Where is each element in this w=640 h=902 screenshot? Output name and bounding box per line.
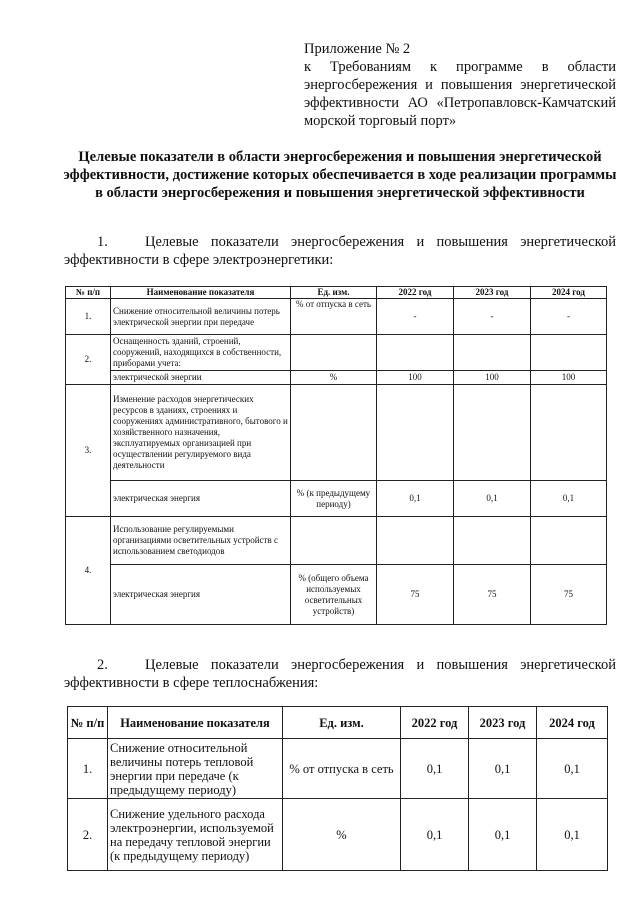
- header-unit: Ед. изм.: [291, 287, 377, 299]
- table-header-row: [68, 707, 608, 739]
- table-row: [66, 385, 607, 481]
- row-name: Использование регулируемыми организациями осветительных устройств с использованием светодиодов: [111, 517, 291, 565]
- header-2024: 2024 год: [531, 287, 607, 299]
- row-2023: 0,1: [469, 799, 537, 871]
- header-name: Наименование показателя: [108, 707, 283, 739]
- header-2024: 2024 год: [537, 707, 608, 739]
- row-2023: -: [454, 299, 531, 335]
- row-2024: 0,1: [531, 481, 607, 517]
- row-unit: %: [291, 371, 377, 385]
- row-2024: 75: [531, 565, 607, 625]
- table-row: [66, 481, 607, 517]
- row-2022: 0,1: [401, 739, 469, 799]
- section-1-text: Целевые показатели энергосбережения и повышения энергетической эффективности в сфере электроэнергетики:: [64, 234, 616, 268]
- section-2-text: Целевые показатели энергосбережения и повышения энергетической эффективности в сфере теплоснабжения:: [64, 657, 616, 691]
- row-num: 1.: [66, 299, 111, 335]
- document-title: Целевые показатели в области энергосбережения и повышения энергетической эффективности, достижение которых обеспечивается в ходе реализации программы в области энергосбережения и повышения энергетической эффективности: [63, 149, 617, 201]
- section-1-number: 1.: [97, 234, 108, 250]
- row-2023: 100: [454, 371, 531, 385]
- row-num: 2.: [66, 335, 111, 385]
- electricity-targets-table: [65, 286, 607, 625]
- table-row: [66, 335, 607, 371]
- section-1-heading: [64, 233, 616, 269]
- row-sub: электрическая энергия: [111, 481, 291, 517]
- row-sub: электрическая энергия: [111, 565, 291, 625]
- row-name: Изменение расходов энергетических ресурсов в зданиях, строениях и сооружениях административного, бытового и хозяйственного назначения, эксплуатируемых организацией при осуществлении регулируемого вида деятельности: [111, 385, 291, 481]
- row-2024: 100: [531, 371, 607, 385]
- table-header-row: [66, 287, 607, 299]
- row-2022: 100: [377, 371, 454, 385]
- header-name: Наименование показателя: [111, 287, 291, 299]
- header-num: № п/п: [68, 707, 108, 739]
- row-2022: -: [377, 299, 454, 335]
- section-2-number: 2.: [97, 657, 108, 673]
- table-row: [66, 299, 607, 335]
- table-row: [66, 565, 607, 625]
- appendix-title: Приложение № 2: [304, 41, 411, 57]
- row-num: 3.: [66, 385, 111, 517]
- row-num: 2.: [68, 799, 108, 871]
- header-2022: 2022 год: [401, 707, 469, 739]
- header-unit: Ед. изм.: [283, 707, 401, 739]
- row-name: Снижение относительной величины потерь электрической энергии при передаче: [111, 299, 291, 335]
- appendix-header: [304, 40, 616, 130]
- row-2022: 75: [377, 565, 454, 625]
- section-2-heading: [64, 656, 616, 692]
- row-name: Снижение относительной величины потерь тепловой энергии при передаче (к предыдущему периоду): [108, 739, 283, 799]
- row-num: 4.: [66, 517, 111, 625]
- row-unit: % (общего объема используемых осветительных устройств): [291, 565, 377, 625]
- row-2023: 0,1: [469, 739, 537, 799]
- table-row: [68, 799, 608, 871]
- row-unit: %: [283, 799, 401, 871]
- row-2024: -: [531, 299, 607, 335]
- row-sub: электрической энергии: [111, 371, 291, 385]
- row-2023: 75: [454, 565, 531, 625]
- row-num: 1.: [68, 739, 108, 799]
- row-name: Снижение удельного расхода электроэнергии, используемой на передачу тепловой энергии (к предыдущему периоду): [108, 799, 283, 871]
- table-row: [68, 739, 608, 799]
- table-row: [66, 517, 607, 565]
- row-2022: 0,1: [377, 481, 454, 517]
- row-unit: % от отпуска в сеть: [291, 299, 377, 335]
- row-2022: 0,1: [401, 799, 469, 871]
- table-row: [66, 371, 607, 385]
- row-2023: 0,1: [454, 481, 531, 517]
- header-2023: 2023 год: [469, 707, 537, 739]
- header-num: № п/п: [66, 287, 111, 299]
- appendix-text: к Требованиям к программе в области энергосбережения и повышения энергетической эффективности АО «Петропавловск-Камчатский морской торговый порт»: [304, 59, 616, 129]
- row-2024: 0,1: [537, 799, 608, 871]
- heat-targets-table: [67, 706, 608, 871]
- row-name: Оснащенность зданий, строений, сооружений, находящихся в собственности, приборами учета:: [111, 335, 291, 371]
- row-unit: % (к предыдущему периоду): [291, 481, 377, 517]
- row-unit: % от отпуска в сеть: [283, 739, 401, 799]
- row-2024: 0,1: [537, 739, 608, 799]
- header-2023: 2023 год: [454, 287, 531, 299]
- header-2022: 2022 год: [377, 287, 454, 299]
